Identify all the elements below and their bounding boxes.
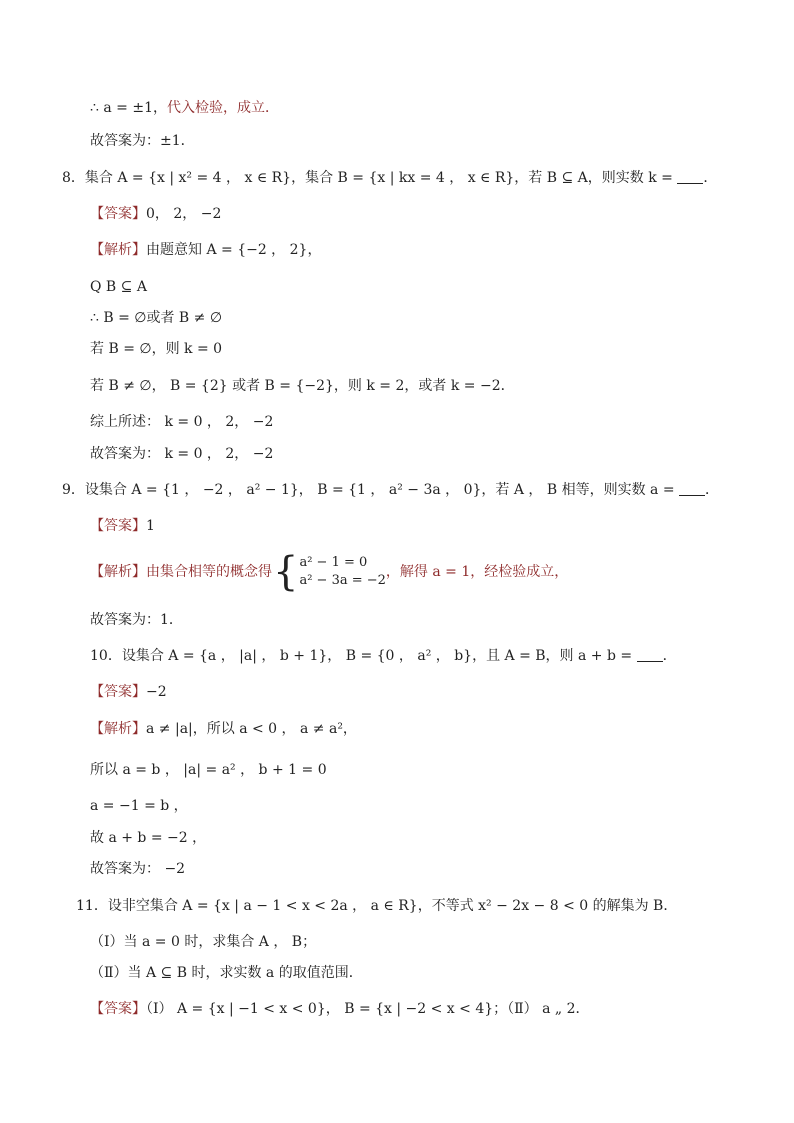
text-line: 故答案为：±1．: [90, 133, 195, 149]
explanation-label: 【解析】: [90, 721, 146, 737]
text-line: [90, 98, 279, 118]
answer-value: 1: [146, 518, 155, 534]
answer-label: 【答案】: [90, 684, 146, 700]
answer-value: （Ⅰ） A = {x | −1 < x < 0}， B = {x | −2 < x < 4}；（Ⅱ） a „ 2．: [146, 1001, 590, 1017]
explanation-label: 【解析】: [90, 242, 146, 258]
answer-line: [90, 516, 155, 536]
question-number: 8．: [62, 170, 85, 186]
answer-line: [90, 999, 590, 1019]
answer-label: 【答案】: [90, 1001, 146, 1017]
sub-question-1: （Ⅰ）当 a = 0 时，求集合 A ， B；: [90, 934, 317, 950]
math-text: ∴ a = ±1，: [90, 100, 167, 116]
answer-blank: [637, 649, 663, 662]
question-text: 设集合 A = {a ， |a| ， b + 1}， B = {0 ， a² ， b}，且 A = B，则 a + b =: [121, 648, 637, 664]
math-text: B ≠ ∅: [174, 310, 223, 326]
question-text: 集合 A = {x | x² = 4 ， x ∈ R}，集合 B = {x | kx = 4 ， x ∈ R}，若 B ⊆ A，则实数 k =: [84, 170, 678, 186]
red-text: 由集合相等的概念得: [146, 564, 272, 580]
question-8: [62, 168, 717, 188]
question-end: ．: [705, 482, 720, 498]
text: 或者: [146, 310, 175, 326]
explanation-line: [90, 240, 321, 260]
question-number: 11．: [76, 898, 108, 914]
explanation-label: 【解析】: [90, 564, 146, 580]
question-text: 设非空集合 A = {x | a − 1 < x < 2a ， a ∈ R}，不等式 x² − 2x − 8 < 0 的解集为 B．: [107, 898, 678, 914]
question-end: ．: [662, 648, 677, 664]
text-line: 故答案为：1．: [90, 612, 183, 628]
equation-system: [299, 554, 385, 590]
explanation-line: [90, 719, 357, 739]
math-text: ∴ B = ∅: [90, 310, 147, 326]
equation-2: a² − 3a = −2: [299, 573, 386, 588]
question-end: ．: [703, 170, 718, 186]
equation-1: a² − 1 = 0: [299, 555, 368, 570]
red-text: ，解得 a = 1，: [385, 564, 485, 580]
explanation-text: a ≠ |a|，所以 a < 0 ， a ≠ a²，: [146, 721, 357, 737]
answer-line: [90, 204, 221, 224]
question-9: [62, 480, 719, 500]
red-text: 经检验成立，: [484, 564, 569, 580]
answer-value: −2: [146, 684, 167, 700]
text-line: [90, 308, 222, 328]
answer-label: 【答案】: [90, 518, 146, 534]
question-number: 10．: [90, 648, 122, 664]
explanation-line: [90, 549, 569, 595]
question-11: [76, 896, 677, 916]
answer-blank: [677, 171, 703, 184]
explanation-text: 由题意知 A = {−2 ， 2}，: [146, 242, 322, 258]
text-line: 故答案为： −2: [90, 861, 186, 877]
answer-line: [90, 682, 167, 702]
text-line: 若 B ≠ ∅， B = {2} 或者 B = {−2}，则 k = 2，或者 k = −2．: [90, 378, 515, 394]
sub-question-2: （Ⅱ）当 A ⊆ B 时，求实数 a 的取值范围．: [90, 965, 363, 981]
text-line: 故 a + b = −2 ，: [90, 830, 207, 846]
red-text: 代入检验，成立．: [166, 100, 279, 116]
text-line: Q B ⊆ A: [90, 279, 147, 295]
brace-symbol: {: [273, 549, 299, 595]
text-line: 综上所述： k = 0 ， 2， −2: [90, 414, 274, 430]
text-line: 所以 a = b ， |a| = a² ， b + 1 = 0: [90, 762, 327, 778]
question-number: 9．: [62, 482, 85, 498]
answer-blank: [679, 483, 705, 496]
text-line: 故答案为： k = 0 ， 2， −2: [90, 446, 274, 462]
question-10: [90, 646, 677, 666]
text-line: a = −1 = b ，: [90, 798, 188, 814]
answer-value: 0， 2， −2: [146, 206, 222, 222]
question-text: 设集合 A = {1 ， −2 ， a² − 1}， B = {1 ， a² − 3a ， 0}，若 A ， B 相等，则实数 a =: [84, 482, 680, 498]
answer-label: 【答案】: [90, 206, 146, 222]
text-line: 若 B = ∅，则 k = 0: [90, 341, 223, 357]
